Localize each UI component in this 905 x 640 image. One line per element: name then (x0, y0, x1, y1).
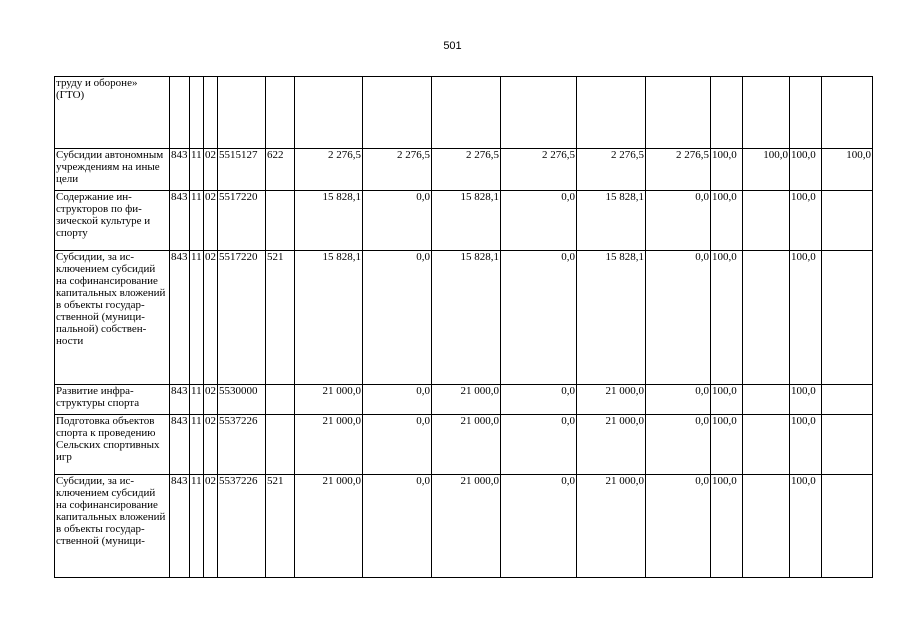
cell-target-article-code: 5537226 (218, 415, 266, 475)
cell-row-name: Субсидии автономным учреждениям на иные цели (55, 149, 170, 191)
cell-percent-2 (743, 191, 790, 251)
cell-expense-type-code: 521 (266, 251, 295, 385)
cell-value-2: 0,0 (363, 191, 432, 251)
cell-ministry-code: 843 (170, 415, 190, 475)
cell-row-name: Подготовка объектов спорта к проведению Сельских спортивных игр (55, 415, 170, 475)
cell-value-3: 21 000,0 (432, 385, 501, 415)
cell-value-1: 2 276,5 (295, 149, 363, 191)
cell-subsection-code: 02 (204, 415, 218, 475)
cell-value-2: 0,0 (363, 385, 432, 415)
cell-ministry-code: 843 (170, 385, 190, 415)
cell-value-6: 0,0 (646, 251, 711, 385)
cell-target-article-code: 5530000 (218, 385, 266, 415)
cell-value-6 (646, 77, 711, 149)
cell-ministry-code: 843 (170, 475, 190, 578)
cell-percent-3: 100,0 (790, 191, 822, 251)
cell-percent-2 (743, 77, 790, 149)
table-row (55, 415, 873, 475)
cell-value-2: 0,0 (363, 475, 432, 578)
cell-value-5: 2 276,5 (577, 149, 646, 191)
cell-expense-type-code (266, 77, 295, 149)
cell-value-5: 21 000,0 (577, 385, 646, 415)
table-row (55, 191, 873, 251)
cell-ministry-code: 843 (170, 191, 190, 251)
cell-value-4: 2 276,5 (501, 149, 577, 191)
cell-row-name: Субсидии, за исключением субсидий на софинансирование капитальных вложений в объекты государственной (муници- (55, 475, 170, 578)
cell-section-code: 11 (190, 191, 204, 251)
cell-percent-3: 100,0 (790, 475, 822, 578)
cell-value-4: 0,0 (501, 385, 577, 415)
cell-value-6: 0,0 (646, 415, 711, 475)
table-row (55, 251, 873, 385)
cell-value-2 (363, 77, 432, 149)
cell-percent-2: 100,0 (743, 149, 790, 191)
cell-section-code: 11 (190, 149, 204, 191)
cell-percent-4 (822, 251, 873, 385)
cell-percent-4 (822, 77, 873, 149)
cell-value-5: 21 000,0 (577, 475, 646, 578)
cell-percent-1: 100,0 (711, 251, 743, 385)
cell-value-1: 21 000,0 (295, 385, 363, 415)
cell-value-4 (501, 77, 577, 149)
cell-subsection-code: 02 (204, 385, 218, 415)
cell-target-article-code: 5517220 (218, 251, 266, 385)
cell-section-code: 11 (190, 385, 204, 415)
cell-expense-type-code (266, 191, 295, 251)
page-number: 501 (443, 40, 462, 52)
cell-row-name: Субсидии, за исключением субсидий на софинансирование капитальных вложений в объекты государственной (муниципальной) собственности (55, 251, 170, 385)
table-row (55, 475, 873, 578)
cell-value-5: 15 828,1 (577, 191, 646, 251)
cell-target-article-code: 5537226 (218, 475, 266, 578)
cell-value-3: 21 000,0 (432, 415, 501, 475)
cell-value-3 (432, 77, 501, 149)
cell-percent-2 (743, 385, 790, 415)
cell-subsection-code: 02 (204, 191, 218, 251)
cell-section-code: 11 (190, 475, 204, 578)
cell-value-1: 15 828,1 (295, 251, 363, 385)
cell-value-5 (577, 77, 646, 149)
cell-percent-3: 100,0 (790, 251, 822, 385)
cell-value-2: 0,0 (363, 415, 432, 475)
cell-percent-3: 100,0 (790, 385, 822, 415)
cell-subsection-code: 02 (204, 149, 218, 191)
cell-value-3: 2 276,5 (432, 149, 501, 191)
cell-percent-3 (790, 77, 822, 149)
table-row (55, 149, 873, 191)
cell-target-article-code: 5515127 (218, 149, 266, 191)
cell-value-3: 21 000,0 (432, 475, 501, 578)
cell-value-6: 0,0 (646, 475, 711, 578)
cell-value-6: 2 276,5 (646, 149, 711, 191)
cell-percent-4 (822, 415, 873, 475)
cell-percent-2 (743, 475, 790, 578)
cell-ministry-code (170, 77, 190, 149)
cell-expense-type-code: 521 (266, 475, 295, 578)
cell-value-1: 21 000,0 (295, 475, 363, 578)
cell-value-5: 15 828,1 (577, 251, 646, 385)
cell-percent-1: 100,0 (711, 149, 743, 191)
cell-percent-4: 100,0 (822, 149, 873, 191)
cell-row-name: Содержание инструкторов по физической культуре и спорту (55, 191, 170, 251)
cell-percent-1: 100,0 (711, 385, 743, 415)
cell-percent-1: 100,0 (711, 475, 743, 578)
cell-percent-2 (743, 251, 790, 385)
cell-subsection-code (204, 77, 218, 149)
cell-percent-4 (822, 385, 873, 415)
cell-percent-2 (743, 415, 790, 475)
cell-subsection-code: 02 (204, 475, 218, 578)
cell-value-2: 0,0 (363, 251, 432, 385)
cell-value-2: 2 276,5 (363, 149, 432, 191)
cell-value-6: 0,0 (646, 385, 711, 415)
cell-row-name: труду и обороне» (ГТО) (55, 77, 170, 149)
cell-expense-type-code: 622 (266, 149, 295, 191)
cell-value-4: 0,0 (501, 251, 577, 385)
cell-value-1 (295, 77, 363, 149)
cell-percent-1: 100,0 (711, 415, 743, 475)
cell-percent-3: 100,0 (790, 415, 822, 475)
cell-target-article-code: 5517220 (218, 191, 266, 251)
cell-value-3: 15 828,1 (432, 191, 501, 251)
cell-value-6: 0,0 (646, 191, 711, 251)
cell-expense-type-code (266, 385, 295, 415)
cell-value-4: 0,0 (501, 415, 577, 475)
table-row (55, 385, 873, 415)
cell-expense-type-code (266, 415, 295, 475)
cell-section-code (190, 77, 204, 149)
cell-value-5: 21 000,0 (577, 415, 646, 475)
cell-percent-4 (822, 191, 873, 251)
cell-percent-4 (822, 475, 873, 578)
cell-value-1: 15 828,1 (295, 191, 363, 251)
cell-percent-1: 100,0 (711, 191, 743, 251)
cell-section-code: 11 (190, 251, 204, 385)
cell-row-name: Развитие инфраструктуры спорта (55, 385, 170, 415)
cell-percent-3: 100,0 (790, 149, 822, 191)
cell-value-3: 15 828,1 (432, 251, 501, 385)
cell-percent-1 (711, 77, 743, 149)
cell-value-4: 0,0 (501, 191, 577, 251)
budget-table (54, 76, 873, 578)
cell-section-code: 11 (190, 415, 204, 475)
cell-ministry-code: 843 (170, 149, 190, 191)
cell-value-4: 0,0 (501, 475, 577, 578)
cell-target-article-code (218, 77, 266, 149)
cell-ministry-code: 843 (170, 251, 190, 385)
cell-value-1: 21 000,0 (295, 415, 363, 475)
cell-subsection-code: 02 (204, 251, 218, 385)
table-row (55, 77, 873, 149)
